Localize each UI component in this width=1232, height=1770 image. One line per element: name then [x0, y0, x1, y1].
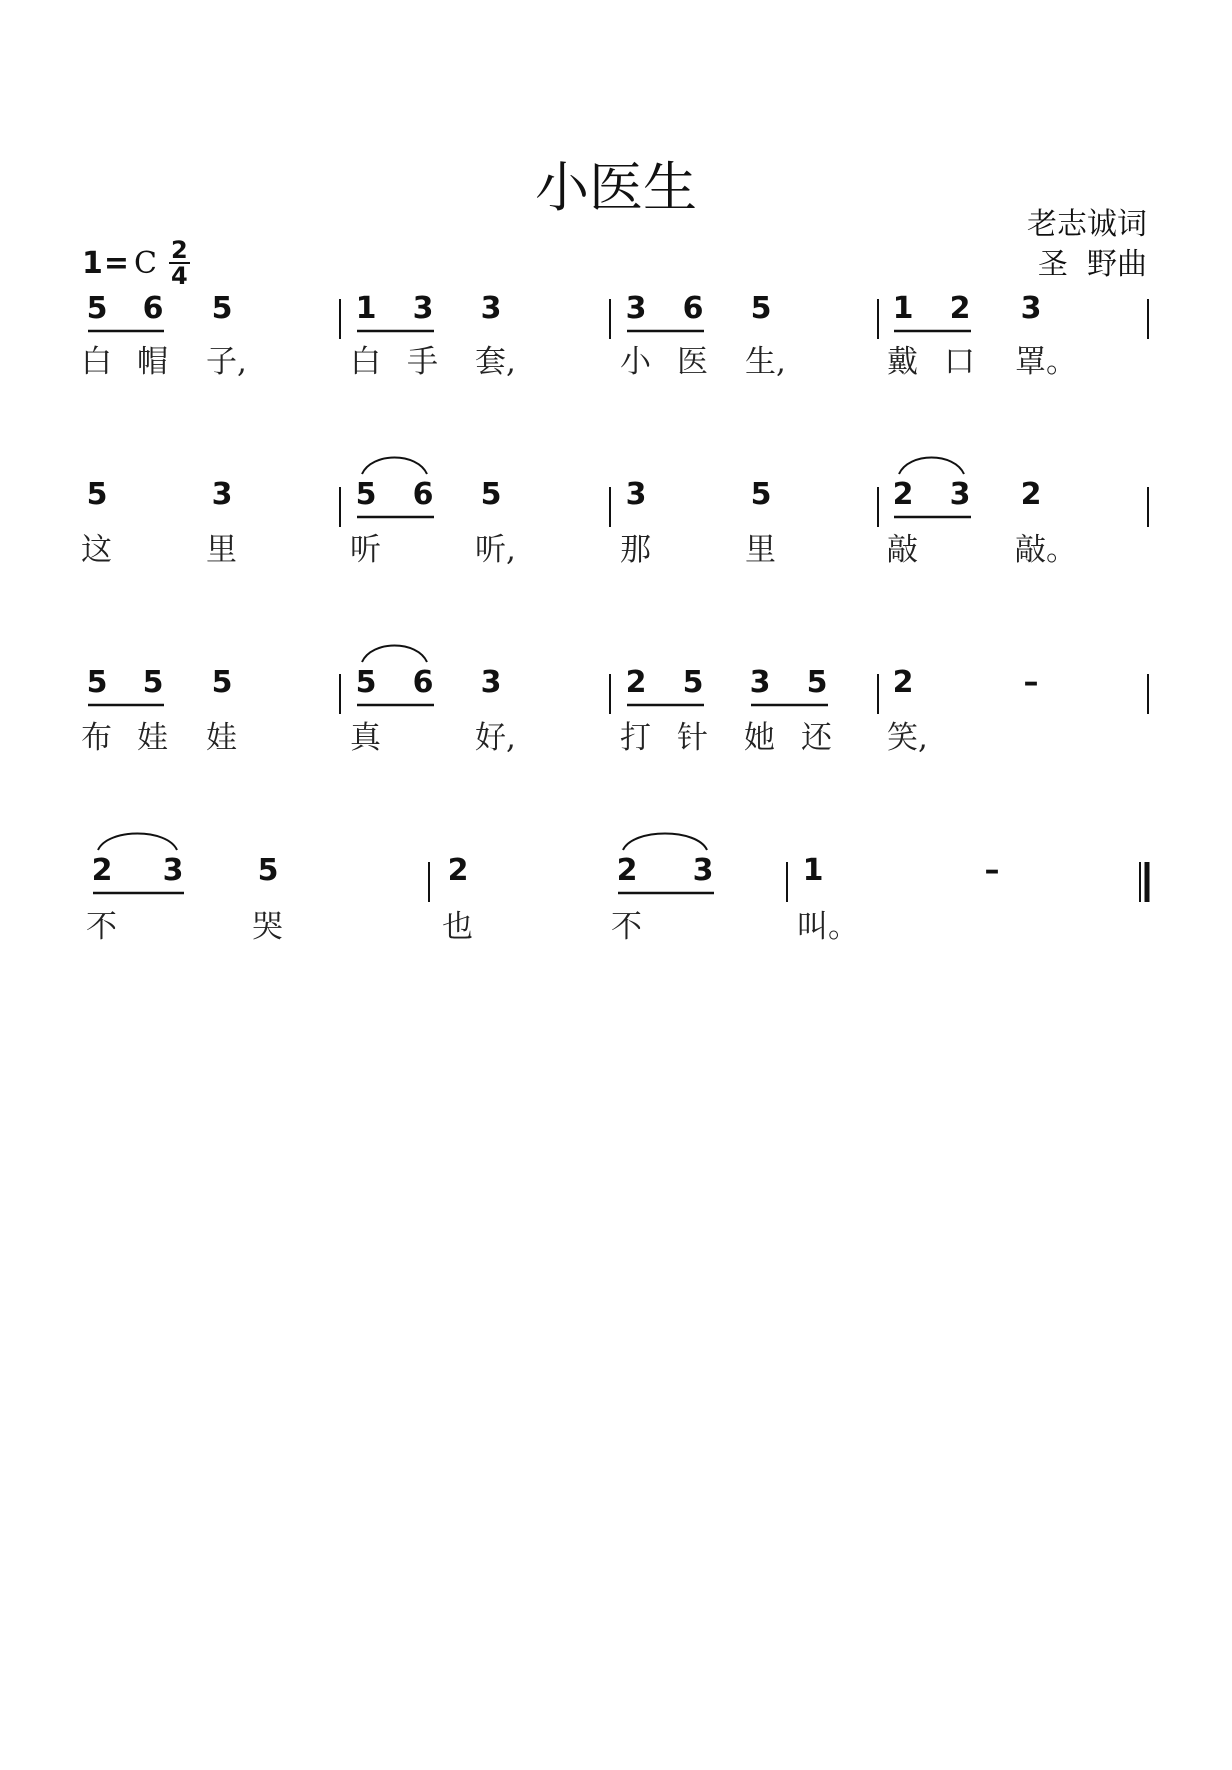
lyric-syllable: 敲 — [887, 532, 918, 568]
note: 3 — [949, 477, 971, 512]
key-label: 1= — [82, 245, 131, 281]
note: 5 — [86, 477, 108, 512]
lyric-syllable: 娃 — [206, 720, 237, 756]
note: 1 — [802, 853, 824, 888]
lyric-syllable: 好, — [475, 720, 516, 756]
note: 2 — [625, 665, 647, 700]
note: 2 — [892, 477, 914, 512]
lyric-syllable: 不 — [86, 909, 117, 945]
slur-tie — [362, 458, 427, 475]
slur-tie — [899, 458, 964, 475]
lyric-syllable: 听, — [475, 532, 516, 568]
key-tonic: C — [134, 245, 157, 281]
note: 5 — [86, 665, 108, 700]
lyric-syllable: 医 — [677, 344, 708, 380]
note: 5 — [750, 291, 772, 326]
note: 3 — [480, 665, 502, 700]
lyric-syllable: 里 — [745, 532, 776, 568]
song-title: 小医生 — [535, 156, 697, 219]
note: 5 — [211, 665, 233, 700]
note: 6 — [412, 665, 434, 700]
note: 3 — [162, 853, 184, 888]
lyricist-credit: 老志诚词 — [1027, 207, 1147, 242]
lyric-syllable: 布 — [81, 720, 112, 756]
lyric-syllable: 戴 — [887, 344, 918, 380]
note: 2 — [91, 853, 113, 888]
note: 3 — [1020, 291, 1042, 326]
lyric-syllable: 这 — [81, 532, 112, 568]
note: 5 — [355, 477, 377, 512]
lyric-syllable: 帽 — [137, 344, 168, 380]
slur-tie — [623, 834, 707, 851]
lyric-syllable: 子, — [206, 344, 247, 380]
note: 3 — [211, 477, 233, 512]
lyric-syllable: 手 — [407, 344, 438, 380]
note: 2 — [892, 665, 914, 700]
note: 6 — [682, 291, 704, 326]
note: 3 — [480, 291, 502, 326]
note: 5 — [480, 477, 502, 512]
note: 5 — [211, 291, 233, 326]
note: 6 — [412, 477, 434, 512]
note: – — [1023, 665, 1039, 700]
lyric-syllable: 也 — [442, 909, 473, 945]
lyric-syllable: 生, — [745, 344, 786, 380]
lyric-syllable: 里 — [206, 532, 237, 568]
lyric-syllable: 白 — [81, 344, 112, 380]
note: 5 — [257, 853, 279, 888]
note: 5 — [806, 665, 828, 700]
lyric-syllable: 娃 — [137, 720, 168, 756]
note: 5 — [86, 291, 108, 326]
lyric-syllable: 叫。 — [797, 909, 859, 945]
note: 2 — [1020, 477, 1042, 512]
lyric-syllable: 套, — [475, 344, 516, 380]
lyric-syllable: 打 — [620, 720, 651, 756]
note: 2 — [447, 853, 469, 888]
note: 6 — [142, 291, 164, 326]
note: 3 — [412, 291, 434, 326]
note: 2 — [616, 853, 638, 888]
lyric-syllable: 敲。 — [1015, 532, 1077, 568]
time-numerator: 2 — [170, 236, 188, 264]
note: 2 — [949, 291, 971, 326]
slur-tie — [362, 646, 427, 663]
lyric-syllable: 口 — [944, 344, 975, 380]
note: 3 — [692, 853, 714, 888]
lyric-syllable: 还 — [801, 720, 832, 756]
note: 1 — [892, 291, 914, 326]
lyric-syllable: 白 — [350, 344, 381, 380]
note: 5 — [355, 665, 377, 700]
note: 5 — [142, 665, 164, 700]
lyric-syllable: 小 — [620, 344, 651, 380]
lyric-syllable: 真 — [350, 720, 381, 756]
lyric-syllable: 哭 — [252, 909, 283, 945]
slur-tie — [98, 834, 177, 851]
lyric-syllable: 她 — [744, 720, 775, 756]
composer-credit: 圣 野曲 — [1037, 247, 1147, 282]
note: 3 — [749, 665, 771, 700]
lyric-syllable: 罩。 — [1015, 344, 1077, 380]
time-denominator: 4 — [170, 262, 188, 290]
note: 3 — [625, 477, 647, 512]
lyric-syllable: 那 — [620, 532, 651, 568]
note: 3 — [625, 291, 647, 326]
note: 5 — [682, 665, 704, 700]
lyric-syllable: 听 — [350, 532, 381, 568]
note: 5 — [750, 477, 772, 512]
lyric-syllable: 笑, — [887, 720, 928, 756]
lyric-syllable: 不 — [611, 909, 642, 945]
note: 1 — [355, 291, 377, 326]
note: – — [984, 853, 1000, 888]
lyric-syllable: 针 — [677, 720, 708, 756]
